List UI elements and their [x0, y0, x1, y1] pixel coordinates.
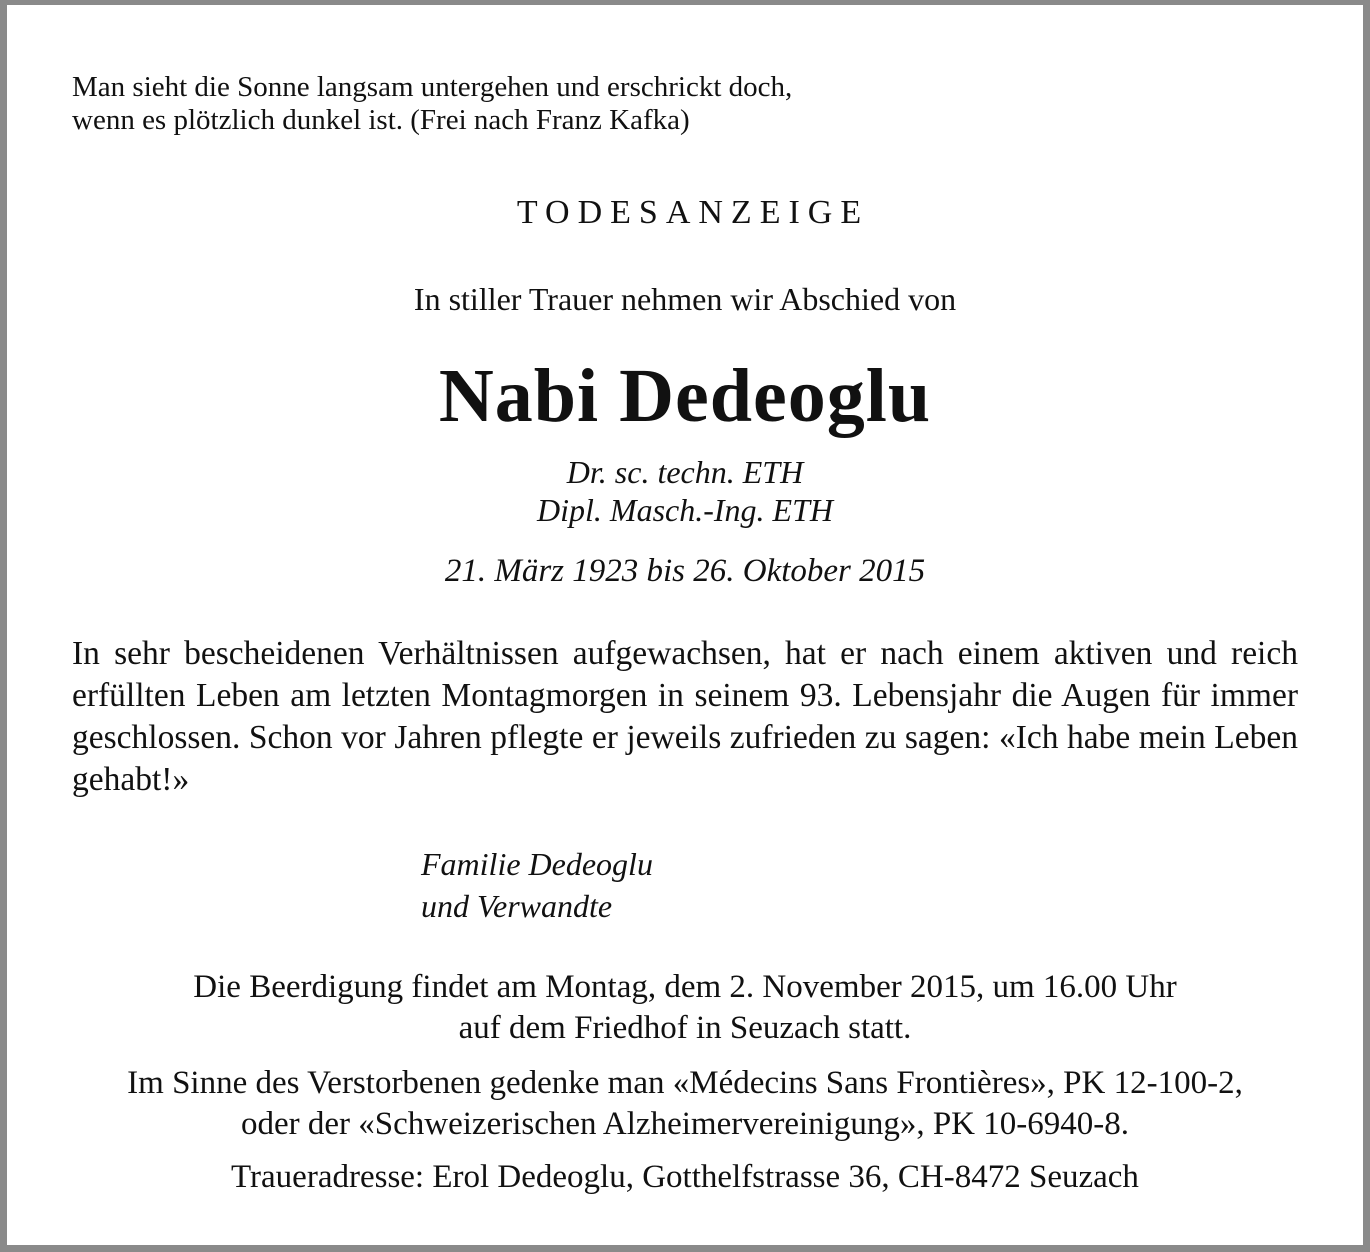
- funeral-line-1: Die Beerdigung findet am Montag, dem 2. November 2015, um 16.00 Uhr: [193, 969, 1177, 1005]
- family-signature: [421, 843, 653, 927]
- academic-titles: [7, 453, 1363, 529]
- funeral-info: [7, 967, 1363, 1049]
- deceased-name: Nabi Dedeoglu: [438, 354, 932, 438]
- donation-line-2: oder der «Schweizerischen Alzheimervereinigung», PK 10-6940-8.: [241, 1106, 1129, 1142]
- signature-line-1: Familie Dedeoglu: [421, 846, 653, 882]
- title-line-1: Dr. sc. techn. ETH: [566, 454, 804, 490]
- signature-line-2: und Verwandte: [421, 888, 613, 924]
- quote-line-2: wenn es plötzlich dunkel ist. (Frei nach Franz Kafka): [72, 104, 690, 136]
- intro-line: In stiller Trauer nehmen wir Abschied von: [413, 281, 957, 317]
- mourning-address: Traueradresse: Erol Dedeoglu, Gotthelfstrasse 36, CH-8472 Seuzach: [231, 1159, 1139, 1195]
- death-notice-content: [7, 5, 1363, 1245]
- life-dates: 21. März 1923 bis 26. Oktober 2015: [444, 553, 926, 589]
- donation-line-1: Im Sinne des Verstorbenen gedenke man «Médecins Sans Frontières», PK 12-100-2,: [127, 1065, 1243, 1101]
- notice-heading: TODESANZEIGE: [516, 194, 870, 231]
- quote-line-1: Man sieht die Sonne langsam untergehen und erschrickt doch,: [72, 71, 793, 103]
- title-line-2: Dipl. Masch.-Ing. ETH: [537, 492, 833, 528]
- funeral-line-2: auf dem Friedhof in Seuzach statt.: [458, 1010, 912, 1046]
- kafka-quote: [72, 71, 972, 137]
- obituary-text: In sehr bescheidenen Verhältnissen aufgewachsen, hat er nach einem aktiven und reich erfüllten Leben am letzten Montagmorgen in seinem 93. Lebensjahr die Augen für immer geschlossen. Schon vor Jahren pflegte er jeweils zufrieden zu sagen: «Ich habe mein Leben gehabt!»: [72, 635, 1298, 798]
- donation-info: [7, 1063, 1363, 1145]
